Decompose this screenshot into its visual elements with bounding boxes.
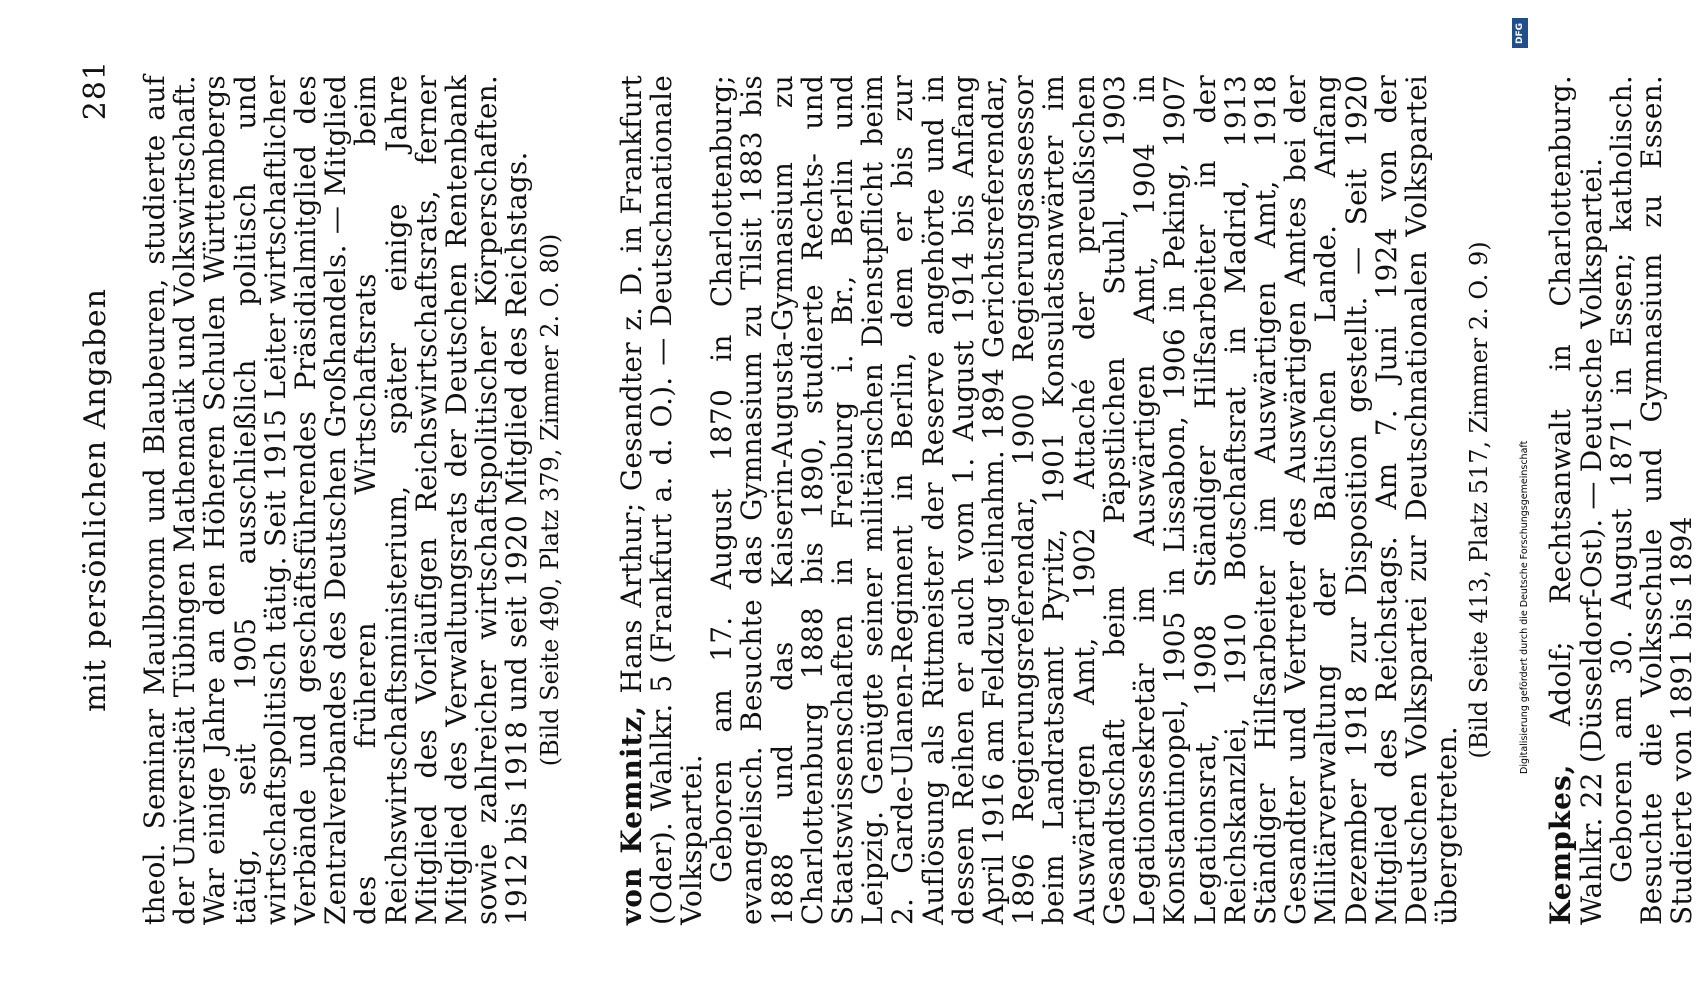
picture-reference: (Bild Seite 413, Platz 517, Zimmer 2. O. 9)	[1465, 241, 1494, 759]
running-head: mit persönlichen Angaben	[78, 288, 113, 712]
digitization-sidebar	[1508, 8, 1534, 998]
entry-name: Kempkes,	[1544, 763, 1578, 925]
picture-reference: (Bild Seite 490, Platz 379, Zimmer 2. O. 80)	[535, 233, 564, 767]
entry-biography-text: Geboren am 30. August 1871 in Essen; katholisch. Besuchte die Volksschule und Gymnasium zu Essen. Studierte von 1891 bis 1894	[1604, 75, 1698, 925]
entry-continuation-text: theol. Seminar Maulbronn und Blaubeuren, studierte auf der Universität Tübingen Mathematik und Volkswirtschaft. War einige Jahre an den Höheren Schulen Württembergs tätig, seit 1905 ausschließlich politisch und wirtschaftspolitisch tätig. Seit 1915 Leiter wirtschaftlicher Verbände und geschäftsführendes Präsidialmitglied des Zentralverbandes des Deutschen Großhandels. — Mitglied des früheren Wirtschaftsrats beim Reichswirtschaftsministerium, später einige Jahre Mitglied des Vorläufigen Reichswirtschaftsrats, ferner Mitglied des Verwaltungsrats der Deutschen Rentenbank sowie zahlreicher wirtschaftspolitischer Körperschaften. 1912 bis 1918 und seit 1920 Mitglied des Reichstags.	[138, 75, 534, 925]
entry-header-details: Hans Arthur; Gesandter z. D. in Frankfurt (Oder). Wahlkr. 5 (Frankfurt a. d. O.). — Deutschnationale Volkspartei.	[614, 75, 709, 925]
dfg-logo: DFG	[1512, 18, 1528, 48]
page-body	[140, 75, 1697, 925]
entry-header-kempkes	[1546, 75, 1606, 925]
entry-name: von Kemnitz,	[614, 704, 648, 925]
entry-biography-text: Geboren am 17. August 1870 in Charlottenburg; evangelisch. Besuchte das Gymnasium zu Tilsit 1883 bis 1888 und das Kaiserin-Augusta-Gymnasium zu Charlottenburg 1888 bis 1890, studierte Rechts- und Staatswissenschaften in Freiburg i. Br., Berlin und Leipzig. Genügte seiner militärischen Dienstpflicht beim 2. Garde-Ulanen-Regiment in Berlin, dem er bis zur Auflösung als Rittmeister der Reserve angehörte und in dessen Reihen er auch vom 1. August 1914 bis Anfang April 1916 am Feldzug teilnahm. 1894 Gerichtsreferendar, 1896 Regierungsreferendar, 1900 Regierungsassessor beim Landratsamt Pyritz, 1901 Konsulatsanwärter im Auswärtigen Amt, 1902 Attaché der preußischen Gesandtschaft beim Päpstlichen Stuhl, 1903 Legationssekretär im Auswärtigen Amt, 1904 in Konstantinopel, 1905 in Lissabon, 1906 in Peking, 1907 Legationsrat, 1908 Ständiger Hilfsarbeiter in der Reichskanzlei, 1910 Botschaftsrat in Madrid, 1913 Ständiger Hilfsarbeiter im Auswärtigen Amt, 1918 Gesandter und Vertreter des Auswärtigen Amtes bei der Militärverwaltung der Baltischen Lande. Anfang Dezember 1918 zur Disposition gestellt. — Seit 1920 Mitglied des Reichstags. Am 7. Juni 1924 von der Deutschen Volkspartei zur Deutschnationalen Volkspartei übergetreten.	[705, 75, 1464, 925]
page-header	[78, 60, 118, 940]
entry-header-kemnitz	[614, 75, 709, 925]
entry-separator	[565, 75, 617, 925]
page-number: 281	[78, 60, 113, 121]
funding-credit: Digitalisierung gefördert durch die Deutsche Forschungsgemeinschaft	[1519, 440, 1530, 774]
entry-header-details: Adolf; Rechtsanwalt in Charlottenburg. Wahlkr. 22 (Düsseldorf-Ost). — Deutsche Volkspartei.	[1544, 75, 1608, 925]
